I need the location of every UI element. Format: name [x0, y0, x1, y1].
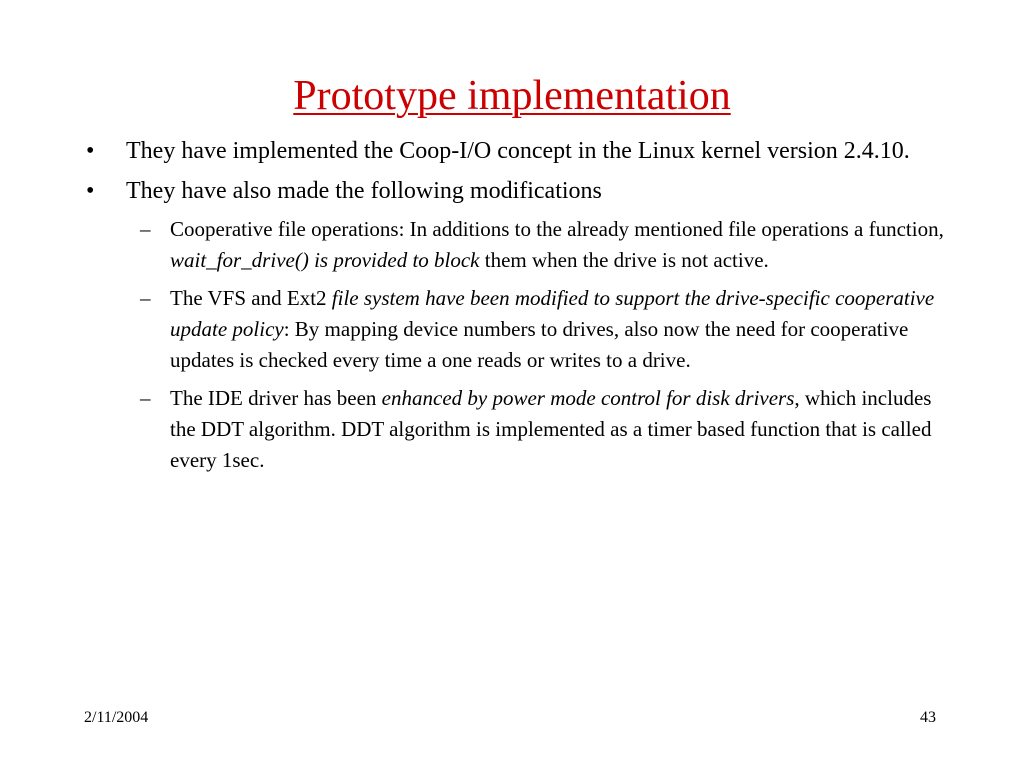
- sub-bullet-item: [80, 214, 960, 276]
- bullet-marker: •: [86, 138, 95, 164]
- footer-page-number: 43: [920, 709, 936, 726]
- sub-bullet-italic-text: file system have been modified to support the drive-specific cooperative update policy: [170, 286, 935, 341]
- sub-bullet-text: [170, 386, 931, 472]
- sub-bullet-item: [80, 283, 960, 376]
- footer-date: 2/11/2004: [84, 709, 149, 726]
- sub-bullet-text-part: them when the drive is not active.: [479, 248, 769, 272]
- bullet-text: They have implemented the Coop-I/O concept in the Linux kernel version 2.4.10.: [126, 138, 910, 164]
- sub-bullet-text-part: : By mapping device numbers to drives, also now the need for cooperative updates is checked every time a one reads or writes to a drive.: [170, 317, 909, 372]
- sub-bullet-italic-text: enhanced by power mode control for disk drivers: [381, 386, 795, 410]
- sub-bullet-text: [170, 286, 934, 372]
- sub-bullet-text-part: Cooperative file operations: In additions to the already mentioned file operations a function,: [170, 217, 944, 241]
- sub-bullet-marker: –: [140, 286, 151, 310]
- sub-bullet-marker: –: [140, 217, 151, 241]
- bullet-item: [80, 174, 960, 208]
- sub-bullet-text-part: , which includes the DDT algorithm. DDT algorithm is implemented as a timer based function that is called every 1sec.: [170, 386, 932, 472]
- slide-body: [80, 134, 960, 483]
- sub-bullet-marker: –: [140, 386, 151, 410]
- bullet-marker: •: [86, 178, 95, 204]
- bullet-item: [80, 134, 960, 168]
- sub-bullet-text-part: The IDE driver has been: [170, 386, 382, 410]
- sub-bullet-item: [80, 383, 960, 476]
- slide-title: Prototype implementation: [293, 73, 731, 119]
- sub-bullet-text: [170, 217, 944, 272]
- sub-bullet-italic-text: wait_for_drive() is provided to block: [170, 248, 480, 272]
- sub-bullet-text-part: The VFS and Ext2: [170, 286, 332, 310]
- bullet-text: They have also made the following modifications: [126, 178, 602, 204]
